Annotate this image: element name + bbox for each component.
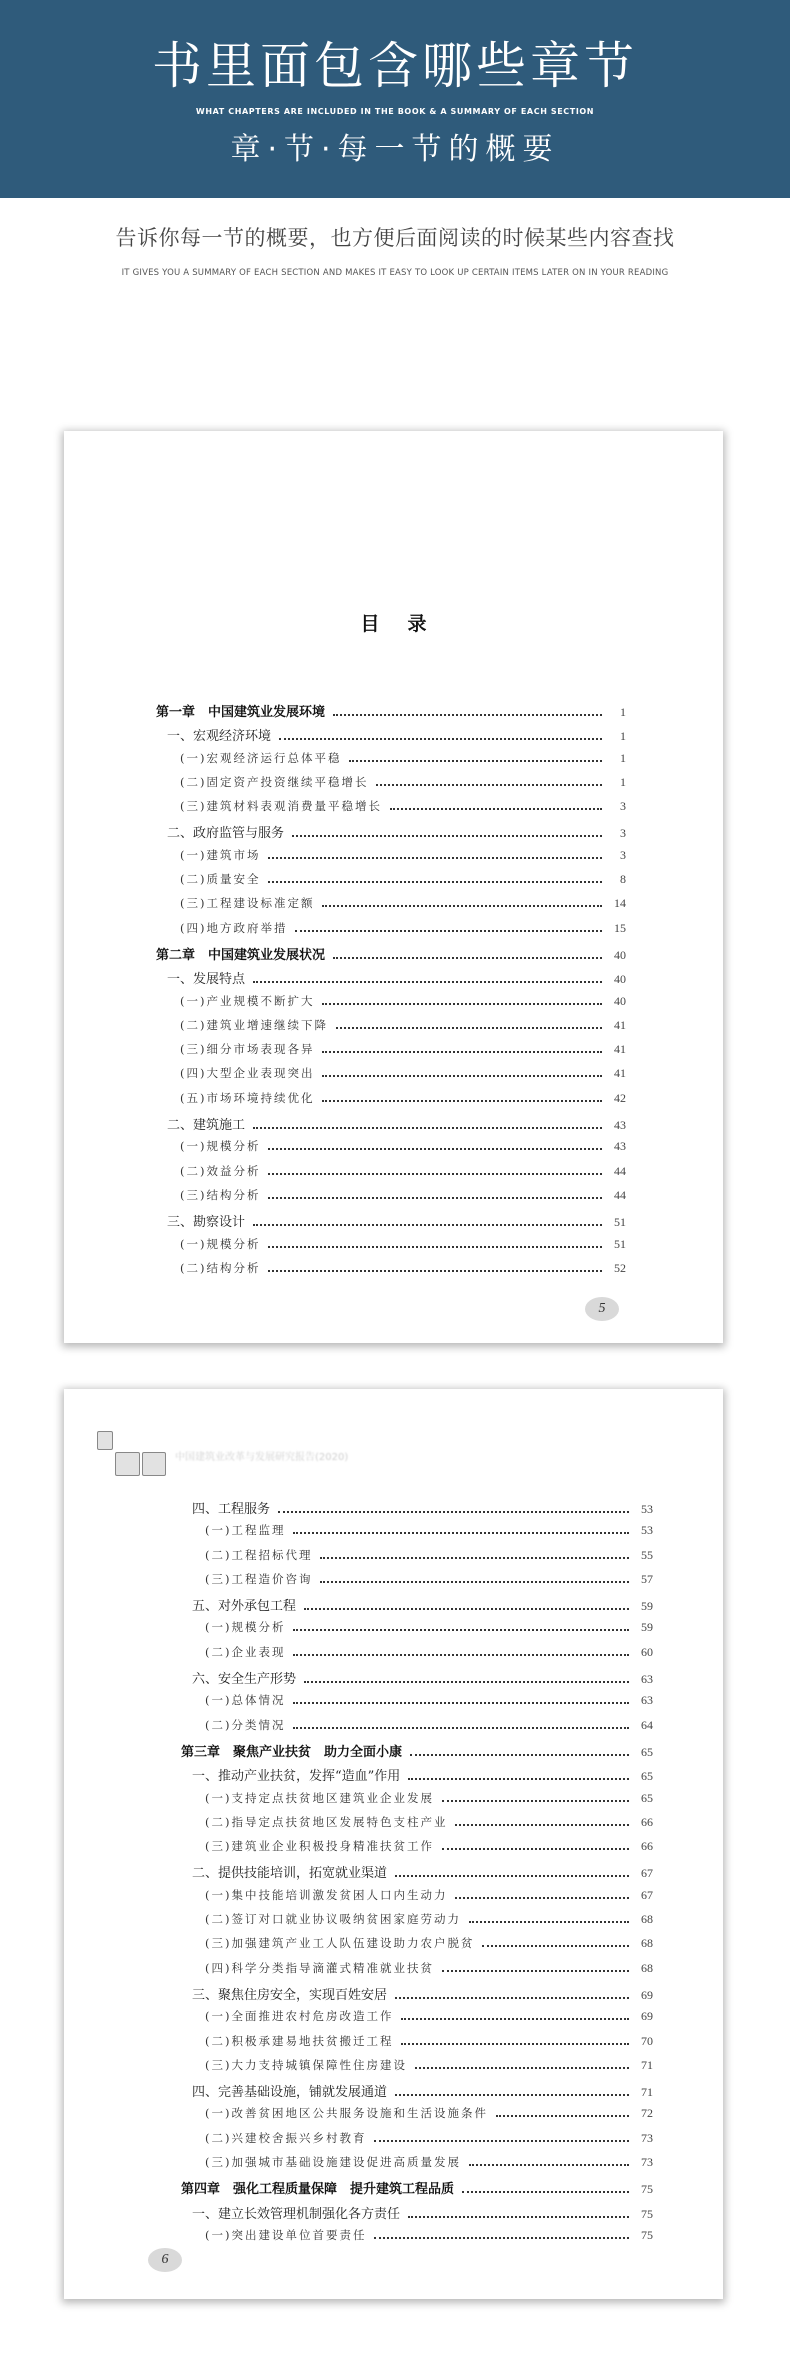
dot-leader: [322, 1075, 602, 1077]
toc-entry-label: 五、对外承包工程: [192, 1599, 297, 1615]
toc-entry-label: (二)签订对口就业协议吸纳贫困家庭劳动力: [205, 1912, 461, 1927]
dot-leader: [455, 1824, 629, 1826]
toc-entry-sub[interactable]: [181, 1522, 653, 1546]
decorative-square-icon: [97, 1431, 113, 1450]
toc-entry-sub[interactable]: [181, 2227, 653, 2251]
toc-page-2: [64, 1389, 723, 2299]
toc-entry-sub[interactable]: [181, 1717, 653, 1741]
toc-entry-sub[interactable]: [181, 2154, 653, 2178]
toc-entry-sub[interactable]: [181, 1814, 653, 1838]
dot-leader: [401, 2018, 629, 2020]
toc-entry-page: 53: [641, 1502, 653, 1516]
toc-entry-sub[interactable]: [181, 2105, 653, 2129]
toc-entry-sub[interactable]: [181, 1960, 653, 1984]
toc-entry-page: 1: [620, 750, 626, 765]
toc-entry-label: 第三章 聚焦产业扶贫 助力全面小康: [181, 1744, 403, 1760]
running-head-title: 中国建筑业改革与发展研究报告(2020): [175, 1452, 349, 1463]
toc-entry-sub[interactable]: [156, 1260, 626, 1284]
toc-entry-chapter[interactable]: [156, 701, 626, 725]
toc-entry-label: (四)地方政府举措: [180, 920, 288, 935]
toc-entry-label: (一)规模分析: [180, 1236, 261, 1251]
intro-text-en: IT GIVES YOU A SUMMARY OF EACH SECTION AND MAKES IT EASY TO LOOK UP CERTAIN ITEMS LATER ON IN YOUR READING: [121, 268, 669, 278]
toc-entry-label: (一)规模分析: [180, 1139, 261, 1154]
toc-entry-label: 二、提供技能培训，拓宽就业渠道: [192, 1866, 388, 1882]
toc-entry-label: (一)工程监理: [205, 1523, 286, 1538]
dot-leader: [455, 1897, 629, 1899]
toc-entry-page: 40: [614, 972, 626, 987]
toc-entry-section[interactable]: [181, 1498, 653, 1522]
dot-leader: [322, 1051, 602, 1053]
toc-entry-page: 64: [641, 1717, 653, 1732]
dot-leader: [442, 1848, 629, 1850]
toc-entry-sub[interactable]: [156, 895, 626, 919]
toc-heading: 目录: [360, 613, 455, 635]
toc-entry-label: (一)支持定点扶贫地区建筑业企业发展: [205, 1790, 434, 1805]
toc-entry-sub[interactable]: [181, 2057, 653, 2081]
dot-leader: [278, 1511, 629, 1513]
toc-entry-label: 六、安全生产形势: [192, 1672, 297, 1688]
dot-leader: [336, 1027, 602, 1029]
toc-entry-label: (一)总体情况: [205, 1693, 286, 1708]
toc-entry-page: 69: [641, 2009, 653, 2024]
toc-entry-label: (三)工程造价咨询: [205, 1571, 313, 1586]
toc-entry-label: 二、建筑施工: [167, 1118, 246, 1134]
toc-entry-page: 14: [614, 896, 626, 911]
header-banner: [0, 0, 790, 198]
dot-leader: [462, 2191, 629, 2193]
toc-entry-sub[interactable]: [156, 774, 626, 798]
toc-entry-page: 40: [614, 947, 626, 962]
toc-entry-section[interactable]: [156, 1114, 626, 1138]
dot-leader: [442, 1970, 629, 1972]
toc-entry-page: 63: [641, 1672, 653, 1687]
dot-leader: [442, 1800, 629, 1802]
toc-list: [156, 701, 626, 1284]
toc-entry-label: (二)固定资产投资继续平稳增长: [180, 774, 369, 789]
toc-entry-page: 55: [641, 1547, 653, 1562]
toc-entry-sub[interactable]: [181, 1692, 653, 1716]
toc-entry-page: 63: [641, 1693, 653, 1708]
toc-entry-page: 75: [641, 2206, 653, 2221]
toc-entry-page: 66: [641, 1814, 653, 1829]
dot-leader: [253, 981, 602, 983]
dot-leader: [395, 2094, 629, 2096]
dot-leader: [322, 905, 602, 907]
dot-leader: [333, 714, 602, 716]
toc-entry-section[interactable]: [156, 822, 626, 846]
toc-entry-sub[interactable]: [156, 1090, 626, 1114]
toc-entry-page: 42: [614, 1090, 626, 1105]
toc-entry-section[interactable]: [181, 2081, 653, 2105]
toc-entry-page: 68: [641, 1936, 653, 1951]
dot-leader: [279, 738, 602, 740]
toc-entry-page: 1: [620, 705, 626, 719]
toc-entry-page: 68: [641, 1960, 653, 1975]
toc-entry-page: 51: [614, 1215, 626, 1230]
toc-entry-page: 73: [641, 2155, 653, 2170]
toc-entry-page: 65: [641, 1744, 653, 1759]
dot-leader: [496, 2115, 629, 2117]
toc-entry-label: (二)效益分析: [180, 1163, 261, 1178]
toc-entry-label: 一、发展特点: [167, 972, 246, 988]
decorative-square-icon: [142, 1452, 166, 1476]
toc-entry-page: 15: [614, 920, 626, 935]
dot-leader: [293, 1702, 629, 1704]
toc-entry-label: (一)突出建设单位首要责任: [205, 2227, 367, 2242]
toc-entry-page: 59: [641, 1620, 653, 1635]
toc-entry-page: 71: [641, 2085, 653, 2100]
dot-leader: [410, 1754, 629, 1756]
dot-leader: [268, 1197, 602, 1199]
toc-entry-sub[interactable]: [156, 1236, 626, 1260]
dot-leader: [320, 1557, 629, 1559]
toc-entry-label: (五)市场环境持续优化: [180, 1090, 315, 1105]
toc-entry-label: (二)积极承建易地扶贫搬迁工程: [205, 2033, 394, 2048]
toc-entry-section[interactable]: [181, 1668, 653, 1692]
dot-leader: [376, 784, 602, 786]
dot-leader: [482, 1945, 629, 1947]
dot-leader: [268, 1148, 602, 1150]
toc-entry-page: 44: [614, 1187, 626, 1202]
toc-entry-section[interactable]: [181, 1765, 653, 1789]
toc-entry-label: (三)结构分析: [180, 1187, 261, 1202]
dot-leader: [415, 2067, 629, 2069]
toc-entry-page: 66: [641, 1839, 653, 1854]
toc-entry-label: (二)企业表现: [205, 1644, 286, 1659]
toc-entry-sub[interactable]: [156, 871, 626, 895]
page-number-badge: 5: [585, 1297, 619, 1321]
toc-entry-sub[interactable]: [181, 2033, 653, 2057]
dot-leader: [374, 2140, 629, 2142]
toc-list: [181, 1498, 653, 2251]
dot-leader: [322, 1100, 602, 1102]
toc-entry-page: 59: [641, 1599, 653, 1614]
toc-entry-page: 1: [620, 729, 626, 744]
toc-entry-label: 第四章 强化工程质量保障 提升建筑工程品质: [181, 2182, 455, 2198]
toc-entry-sub[interactable]: [181, 1644, 653, 1668]
dot-leader: [293, 1727, 629, 1729]
toc-entry-label: (二)质量安全: [180, 872, 261, 887]
intro-text-cn: 告诉你每一节的概要，也方便后面阅读的时候某些内容查找: [115, 226, 675, 250]
toc-entry-sub[interactable]: [156, 1187, 626, 1211]
toc-entry-label: 四、工程服务: [192, 1502, 271, 1517]
running-head: [97, 1431, 397, 1476]
banner-subtitle-en: WHAT CHAPTERS ARE INCLUDED IN THE BOOK & A SUMMARY OF EACH SECTION: [195, 107, 595, 116]
toc-entry-sub[interactable]: [156, 1163, 626, 1187]
toc-entry-page: 75: [641, 2182, 653, 2197]
dot-leader: [253, 1127, 602, 1129]
toc-entry-label: (一)改善贫困地区公共服务设施和生活设施条件: [205, 2106, 488, 2121]
toc-entry-label: (一)建筑市场: [180, 847, 261, 862]
decorative-square-icon: [115, 1452, 140, 1476]
toc-entry-page: 51: [614, 1236, 626, 1251]
toc-entry-chapter[interactable]: [181, 1741, 653, 1765]
toc-entry-page: 57: [641, 1571, 653, 1586]
toc-entry-sub[interactable]: [156, 920, 626, 944]
toc-entry-page: 60: [641, 1644, 653, 1659]
toc-entry-page: 71: [641, 2057, 653, 2072]
dot-leader: [268, 857, 602, 859]
toc-entry-page: 73: [641, 2130, 653, 2145]
toc-entry-page: 52: [614, 1260, 626, 1275]
toc-entry-label: (一)产业规模不断扩大: [180, 993, 315, 1008]
toc-entry-label: 四、完善基础设施，铺就发展通道: [192, 2085, 388, 2101]
toc-entry-page: 41: [614, 1066, 626, 1081]
toc-entry-chapter[interactable]: [156, 944, 626, 968]
dot-leader: [322, 1003, 602, 1005]
toc-entry-section[interactable]: [156, 1211, 626, 1235]
dot-leader: [408, 1778, 629, 1780]
toc-entry-section[interactable]: [181, 1984, 653, 2008]
dot-leader: [408, 2216, 629, 2218]
toc-entry-label: (二)工程招标代理: [205, 1547, 313, 1562]
toc-entry-label: 三、勘察设计: [167, 1215, 246, 1231]
toc-entry-page: 1: [620, 774, 626, 789]
toc-entry-page: 40: [614, 993, 626, 1008]
toc-entry-page: 65: [641, 1790, 653, 1805]
toc-entry-label: (三)大力支持城镇保障性住房建设: [205, 2057, 407, 2072]
dot-leader: [292, 835, 602, 837]
dot-leader: [268, 881, 602, 883]
dot-leader: [333, 957, 602, 959]
toc-entry-section[interactable]: [181, 1595, 653, 1619]
toc-entry-page: 8: [620, 872, 626, 887]
toc-entry-page: 43: [614, 1118, 626, 1133]
dot-leader: [268, 1246, 602, 1248]
toc-entry-label: (四)大型企业表现突出: [180, 1066, 315, 1081]
dot-leader: [295, 930, 602, 932]
dot-leader: [395, 1997, 629, 1999]
dot-leader: [268, 1173, 602, 1175]
toc-entry-sub[interactable]: [156, 1041, 626, 1065]
toc-entry-sub[interactable]: [156, 1065, 626, 1089]
toc-entry-page: 70: [641, 2033, 653, 2048]
dot-leader: [390, 808, 602, 810]
toc-entry-sub[interactable]: [181, 1935, 653, 1959]
toc-entry-page: 75: [641, 2227, 653, 2242]
toc-entry-page: 53: [641, 1523, 653, 1538]
toc-entry-page: 3: [620, 799, 626, 814]
page-number-badge: 6: [148, 2248, 182, 2272]
toc-entry-label: 第一章 中国建筑业发展环境: [156, 705, 326, 720]
banner-subtitle-cn: 章·节·每一节的概要: [230, 132, 560, 167]
toc-entry-section[interactable]: [156, 725, 626, 749]
toc-entry-sub[interactable]: [156, 1017, 626, 1041]
toc-entry-section[interactable]: [181, 2203, 653, 2227]
toc-entry-section[interactable]: [156, 968, 626, 992]
toc-entry-chapter[interactable]: [181, 2178, 653, 2202]
toc-entry-sub[interactable]: [156, 993, 626, 1017]
toc-entry-label: (二)指导定点扶贫地区发展特色支柱产业: [205, 1814, 448, 1829]
dot-leader: [293, 1629, 629, 1631]
toc-entry-sub[interactable]: [156, 1138, 626, 1162]
dot-leader: [253, 1224, 602, 1226]
dot-leader: [304, 1681, 629, 1683]
toc-entry-page: 41: [614, 1042, 626, 1057]
toc-entry-label: (一)规模分析: [205, 1620, 286, 1635]
toc-entry-label: (三)工程建设标准定额: [180, 896, 315, 911]
toc-entry-label: 第二章 中国建筑业发展状况: [156, 947, 326, 963]
toc-entry-page: 69: [641, 1987, 653, 2002]
toc-entry-label: 一、推动产业扶贫，发挥“造血”作用: [192, 1769, 401, 1785]
toc-entry-label: (二)分类情况: [205, 1717, 286, 1732]
toc-entry-sub[interactable]: [181, 2008, 653, 2032]
toc-entry-label: 一、建立长效管理机制强化各方责任: [192, 2206, 401, 2222]
toc-entry-page: 43: [614, 1139, 626, 1154]
toc-entry-label: (一)全面推进农村危房改造工作: [205, 2009, 394, 2024]
toc-entry-sub[interactable]: [156, 847, 626, 871]
toc-entry-sub[interactable]: [181, 1887, 653, 1911]
banner-title: 书里面包含哪些章节: [152, 37, 638, 95]
toc-entry-sub[interactable]: [156, 798, 626, 822]
toc-page-1: [64, 431, 723, 1343]
toc-entry-page: 3: [620, 826, 626, 841]
toc-entry-label: 三、聚焦住房安全，实现百姓安居: [192, 1987, 388, 2003]
toc-entry-sub[interactable]: [156, 750, 626, 774]
toc-entry-page: 67: [641, 1866, 653, 1881]
toc-entry-label: 一、宏观经济环境: [167, 729, 272, 745]
toc-entry-label: (二)建筑业增速继续下降: [180, 1017, 328, 1032]
dot-leader: [469, 1921, 629, 1923]
toc-entry-label: (三)加强建筑产业工人队伍建设助力农户脱贫: [205, 1936, 475, 1951]
toc-entry-label: (三)加强城市基础设施建设促进高质量发展: [205, 2155, 461, 2170]
toc-entry-page: 65: [641, 1769, 653, 1784]
toc-entry-sub[interactable]: [181, 1571, 653, 1595]
toc-entry-label: 二、政府监管与服务: [167, 826, 285, 842]
dot-leader: [395, 1875, 629, 1877]
dot-leader: [349, 760, 602, 762]
toc-entry-page: 41: [614, 1017, 626, 1032]
toc-entry-page: 3: [620, 847, 626, 862]
dot-leader: [469, 2164, 629, 2166]
dot-leader: [293, 1532, 629, 1534]
toc-entry-sub[interactable]: [181, 1547, 653, 1571]
toc-entry-label: (二)结构分析: [180, 1260, 261, 1275]
toc-entry-label: (一)宏观经济运行总体平稳: [180, 750, 342, 765]
toc-entry-sub[interactable]: [181, 1911, 653, 1935]
toc-entry-sub[interactable]: [181, 1619, 653, 1643]
toc-entry-page: 68: [641, 1912, 653, 1927]
dot-leader: [374, 2237, 629, 2239]
toc-entry-section[interactable]: [181, 1862, 653, 1886]
toc-entry-page: 67: [641, 1887, 653, 1902]
toc-entry-page: 44: [614, 1163, 626, 1178]
toc-entry-sub[interactable]: [181, 1790, 653, 1814]
dot-leader: [293, 1654, 629, 1656]
toc-entry-label: (三)建筑业企业积极投身精准扶贫工作: [205, 1839, 434, 1854]
toc-entry-label: (一)集中技能培训激发贫困人口内生动力: [205, 1887, 448, 1902]
toc-entry-sub[interactable]: [181, 1838, 653, 1862]
dot-leader: [320, 1581, 629, 1583]
toc-entry-label: (二)兴建校舍振兴乡村教育: [205, 2130, 367, 2145]
toc-entry-label: (三)细分市场表现各异: [180, 1042, 315, 1057]
toc-entry-sub[interactable]: [181, 2130, 653, 2154]
dot-leader: [268, 1270, 602, 1272]
toc-entry-page: 72: [641, 2106, 653, 2121]
toc-entry-label: (四)科学分类指导滴灌式精准就业扶贫: [205, 1960, 434, 1975]
toc-entry-label: (三)建筑材料表观消费量平稳增长: [180, 799, 382, 814]
dot-leader: [304, 1608, 629, 1610]
dot-leader: [401, 2043, 629, 2045]
